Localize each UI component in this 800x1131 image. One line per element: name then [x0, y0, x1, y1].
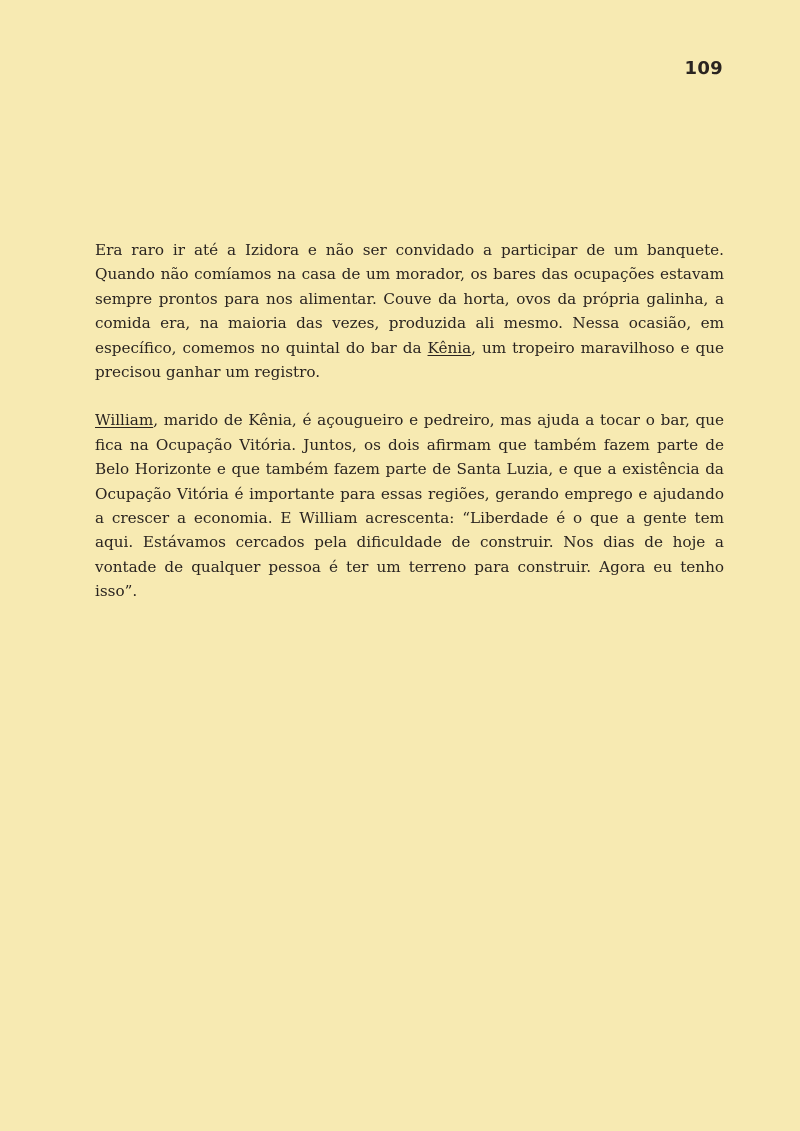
paragraph-1-text-end: , um tropeiro maravilhoso e que precisou ganhar um registro.	[95, 338, 724, 382]
paragraph-1-text-start: Era raro ir até a Izidora e não ser convidado a participar de um banquete. Quando não comíamos na casa de um morador, os bares das ocupações estavam sempre prontos para nos alimentar. Couve da horta, ovos da própria galinha, a comida era, na maioria das vezes, produzida ali mesmo. Nessa ocasião, em específico, comemos no quintal do bar da	[95, 241, 724, 357]
paragraph-2-text: , marido de Kênia, é açougueiro e pedreiro, mas ajuda a tocar o bar, que fica na Ocupação Vitória. Juntos, os dois afirmam que também fazem parte de Belo Horizonte e que também fazem parte de Santa Luzia, e que a existência da Ocupação Vitória é importante para essas regiões, gerando emprego e ajudando a crescer a economia. E William acrescenta: “Liberdade é o que a gente tem aqui. Estávamos cercados pela dificuldade de construir. Nos dias de hoje a vontade de qualquer pessoa é ter um terreno para construir. Agora eu tenho isso”.	[95, 411, 724, 601]
body-text	[95, 238, 724, 604]
william-link[interactable]: William	[95, 411, 154, 430]
kenia-link[interactable]: Kênia	[427, 338, 472, 357]
page-number: 109	[684, 58, 723, 79]
paragraph-1	[95, 238, 724, 384]
paragraph-2	[95, 408, 724, 603]
